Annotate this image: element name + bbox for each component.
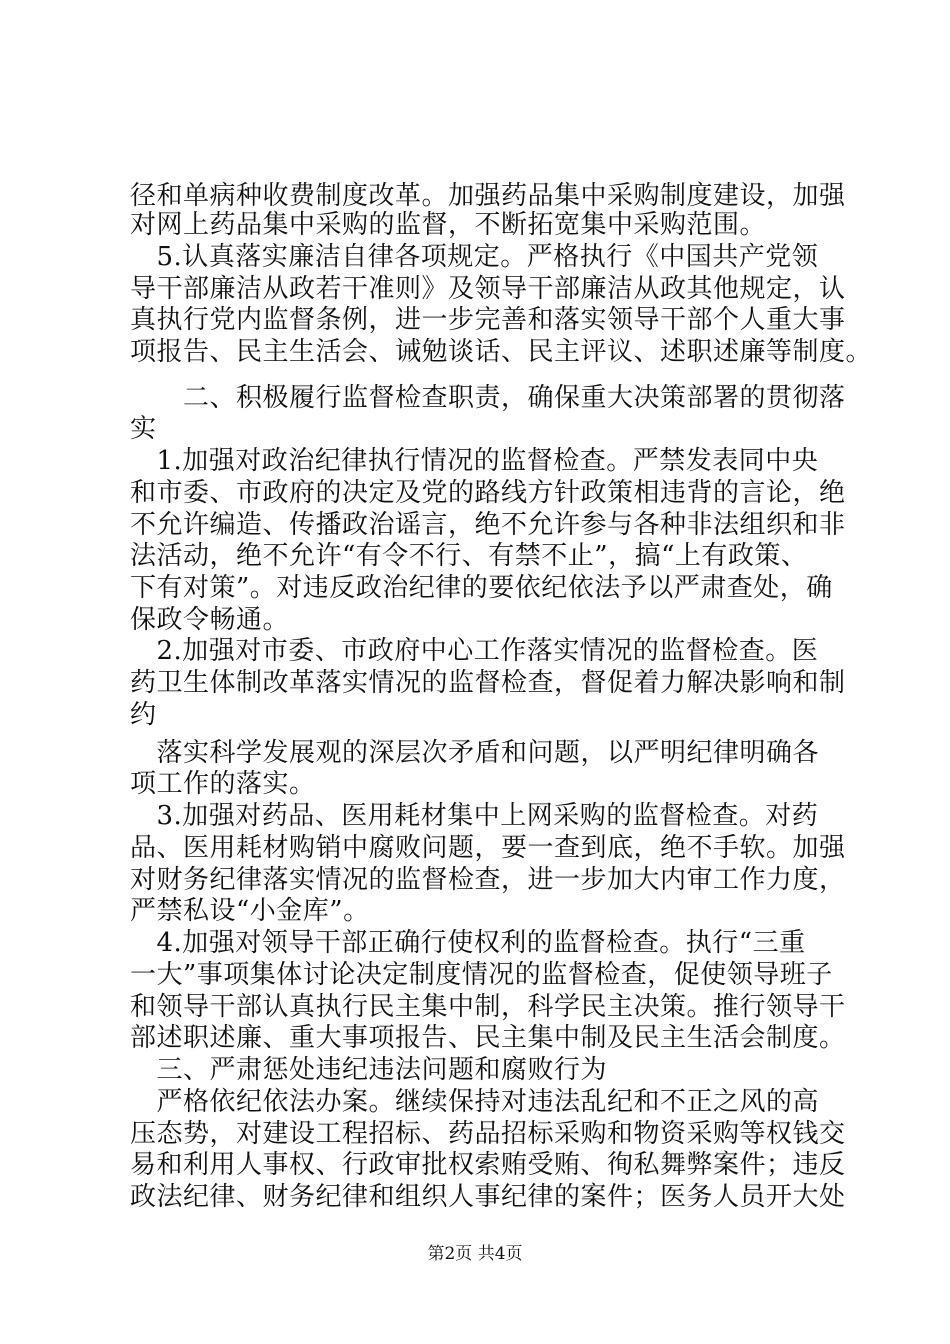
text-line: 易和利用人事权、行政审批权索贿受贿、徇私舞弊案件；违反 (130, 1150, 846, 1180)
text-line: 5.认真落实廉洁自律各项规定。严格执行《中国共产党领 (130, 242, 819, 272)
text-line: 和领导干部认真执行民主集中制，科学民主决策。推行领导干 (130, 992, 846, 1022)
text-line: 约 (130, 700, 157, 730)
text-line: 政法纪律、财务纪律和组织人事纪律的案件；医务人员开大处 (130, 1182, 846, 1212)
text-line: 品、医用耗材购销中腐败问题，要一查到底，绝不手软。加强 (130, 833, 846, 863)
text-line: 真执行党内监督条例，进一步完善和落实领导干部个人重大事 (130, 305, 846, 335)
text-line: 对网上药品集中采购的监督，不断拓宽集中采购范围。 (130, 210, 767, 240)
text-line: 保政令畅通。 (130, 605, 290, 635)
text-line: 法活动，绝不允许“有令不行、有禁不止”，搞“上有政策、 (130, 541, 808, 571)
text-line: 压态势，对建设工程招标、药品招标采购和物资采购等权钱交 (130, 1119, 846, 1149)
text-line: 严格依纪依法办案。继续保持对违法乱纪和不正之风的高 (130, 1087, 820, 1117)
text-line: 下有对策”。对违反政治纪律的要依纪依法予以严肃查处，确 (130, 573, 833, 603)
text-line: 4.加强对领导干部正确行使权利的监督检查。执行“三重 (130, 928, 806, 958)
text-line: 药卫生体制改革落实情况的监督检查，督促着力解决影响和制 (130, 668, 846, 698)
section-heading: 二、积极履行监督检查职责，确保重大决策部署的贯彻落 (130, 383, 846, 413)
text-line: 和市委、市政府的决定及党的路线方针政策相违背的言论，绝 (130, 478, 846, 508)
text-line: 不允许编造、传播政治谣言，绝不允许参与各种非法组织和非 (130, 510, 846, 540)
text-line: 一大”事项集体讨论决定制度情况的监督检查，促使领导班子 (130, 960, 833, 990)
text-line: 实 (130, 414, 157, 444)
section-heading: 三、严肃惩处违纪违法问题和腐败行为 (130, 1055, 608, 1085)
text-line: 径和单病种收费制度改革。加强药品集中采购制度建设，加强 (130, 181, 846, 211)
text-line: 部述职述廉、重大事项报告、民主集中制及民主生活会制度。 (130, 1023, 846, 1053)
page-footer: 第2页 共4页 (427, 1244, 523, 1264)
text-line: 对财务纪律落实情况的监督检查，进一步加大内审工作力度， (130, 865, 846, 895)
text-line: 落实科学发展观的深层次矛盾和问题，以严明纪律明确各 (130, 738, 820, 768)
text-line: 3.加强对药品、医用耗材集中上网采购的监督检查。对药 (130, 801, 819, 831)
text-line: 项报告、民主生活会、诫勉谈话、民主评议、述职述廉等制度。 (130, 337, 873, 367)
text-line: 2.加强对市委、市政府中心工作落实情况的监督检查。医 (130, 636, 819, 666)
text-line: 1.加强对政治纪律执行情况的监督检查。严禁发表同中央 (130, 446, 819, 476)
text-line: 项工作的落实。 (130, 769, 316, 799)
text-line: 严禁私设“小金库”。 (130, 896, 370, 926)
text-line: 导干部廉洁从政若干准则》及领导干部廉洁从政其他规定，认 (130, 274, 846, 304)
